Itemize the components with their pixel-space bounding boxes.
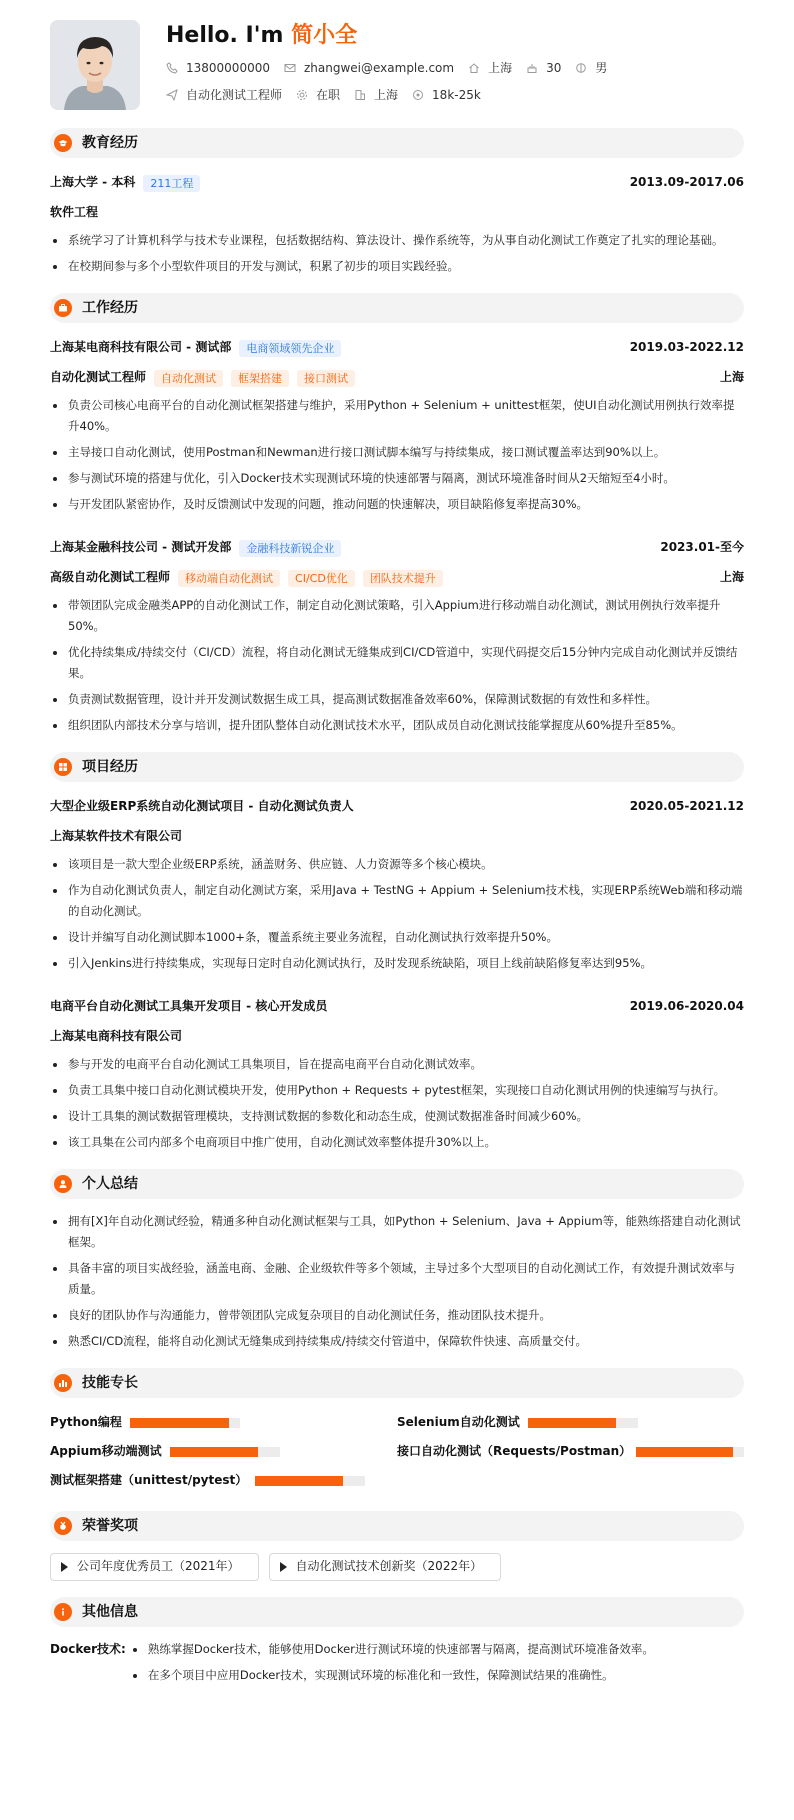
list-item: 熟练掌握Docker技术，能够使用Docker进行测试环境的快速部署与隔离，提高测试环境准备效率。 <box>130 1639 654 1660</box>
award-item <box>50 1553 259 1581</box>
city-text: 上海 <box>488 61 513 75</box>
target-city <box>354 87 398 103</box>
gender <box>575 60 607 76</box>
skill-item <box>397 1437 744 1466</box>
section-title-text: 个人总结 <box>82 1175 138 1192</box>
company-tag: 金融科技新锐企业 <box>239 540 341 557</box>
job-bullets <box>50 595 744 736</box>
greeting <box>166 22 621 50</box>
greeting-text: Hello. I'm <box>166 23 284 48</box>
bar-chart-icon <box>54 1374 72 1392</box>
company-tag: 电商领域领先企业 <box>239 340 341 357</box>
section-title-text: 工作经历 <box>82 299 138 316</box>
job-location: 上海 <box>719 570 744 585</box>
other-bullets <box>130 1639 654 1691</box>
avatar <box>50 20 140 110</box>
company-name: 上海某电商科技有限公司 - 测试部 <box>50 340 232 355</box>
list-item: 在多个项目中应用Docker技术，实现测试环境的标准化和一致性，保障测试结果的准确性。 <box>130 1665 654 1686</box>
education-row <box>50 172 744 194</box>
major-name: 软件工程 <box>50 205 99 220</box>
phone-icon <box>166 62 178 74</box>
city <box>468 60 512 76</box>
list-item: 带领团队完成金融类APP的自动化测试工作，制定自动化测试策略，引入Appium进行移动端自动化测试，测试用例执行效率提升50%。 <box>50 595 744 637</box>
list-item: 该项目是一款大型企业级ERP系统，涵盖财务、供应链、人力资源等多个核心模块。 <box>50 854 744 875</box>
job-role: 自动化测试工程师 <box>50 370 147 385</box>
job-entry <box>50 337 744 515</box>
job-date: 2023.01-至今 <box>660 540 744 555</box>
award-text: 公司年度优秀员工（2021年） <box>77 1559 240 1574</box>
skill-item <box>50 1466 397 1495</box>
cake-icon <box>526 62 538 74</box>
skill-item <box>50 1408 397 1437</box>
education-section <box>50 128 744 277</box>
skill-bar-fill <box>636 1447 734 1457</box>
section-title <box>50 293 744 323</box>
skill-tag: CI/CD优化 <box>288 570 355 587</box>
company-name: 上海某金融科技公司 - 测试开发部 <box>50 540 232 555</box>
project-name: 电商平台自动化测试工具集开发项目 - 核心开发成员 <box>50 999 328 1014</box>
graduation-icon <box>54 134 72 152</box>
target-city-text: 上海 <box>374 88 399 102</box>
education-date: 2013.09-2017.06 <box>629 175 744 190</box>
list-item: 组织团队内部技术分享与培训，提升团队整体自动化测试技术水平，团队成员自动化测试技能掌握度从60%提升至85%。 <box>50 715 744 736</box>
list-item: 设计并编写自动化测试脚本1000+条，覆盖系统主要业务流程，自动化测试执行效率提升50%。 <box>50 927 744 948</box>
skill-name: Selenium自动化测试 <box>397 1414 520 1429</box>
list-item: 参与开发的电商平台自动化测试工具集项目，旨在提高电商平台自动化测试效率。 <box>50 1054 744 1075</box>
job-location: 上海 <box>719 370 744 385</box>
project-entry <box>50 796 744 974</box>
skill-tag: 移动端自动化测试 <box>178 570 280 587</box>
position-text: 自动化测试工程师 <box>186 88 283 102</box>
gender-icon <box>575 62 587 74</box>
section-title <box>50 128 744 158</box>
salary-text: 18k-25k <box>432 88 481 102</box>
contact-row <box>166 60 621 76</box>
list-item: 在校期间参与多个小型软件项目的开发与测试，积累了初步的项目实践经验。 <box>50 256 744 277</box>
list-item: 主导接口自动化测试，使用Postman和Newman进行接口测试脚本编写与持续集成，接口测试覆盖率达到90%以上。 <box>50 442 744 463</box>
skill-bar <box>170 1447 280 1457</box>
summary-section <box>50 1169 744 1352</box>
list-item: 系统学习了计算机科学与技术专业课程，包括数据结构、算法设计、操作系统等，为从事自动化测试工作奠定了扎实的理论基础。 <box>50 230 744 251</box>
home-icon <box>468 62 480 74</box>
section-title-text: 技能专长 <box>82 1374 138 1391</box>
status <box>296 87 340 103</box>
skill-bar-fill <box>528 1418 616 1428</box>
skill-name: 测试框架搭建（unittest/pytest） <box>50 1472 248 1487</box>
position <box>166 87 282 103</box>
skill-item <box>397 1408 744 1437</box>
skill-bar-fill <box>130 1418 229 1428</box>
skill-tag: 框架搭建 <box>231 370 289 387</box>
award-text: 自动化测试技术创新奖（2022年） <box>295 1559 483 1574</box>
candidate-name: 简小全 <box>291 23 358 48</box>
section-title <box>50 1597 744 1627</box>
list-item: 熟悉CI/CD流程，能将自动化测试无缝集成到持续集成/持续交付管道中，保障软件快速、高质量交付。 <box>50 1331 744 1352</box>
age <box>526 60 561 76</box>
job-intent-row <box>166 87 621 103</box>
skill-bar <box>528 1418 638 1428</box>
skill-tag: 自动化测试 <box>154 370 223 387</box>
user-icon <box>54 1175 72 1193</box>
section-title <box>50 752 744 782</box>
skill-bar <box>255 1476 365 1486</box>
school-tag: 211工程 <box>143 175 200 192</box>
play-icon <box>280 1562 287 1572</box>
skills-grid <box>50 1408 744 1495</box>
section-title <box>50 1169 744 1199</box>
project-bullets <box>50 854 744 974</box>
list-item: 良好的团队协作与沟通能力，曾带领团队完成复杂项目的自动化测试任务，推动团队技术提升。 <box>50 1305 744 1326</box>
section-title-text: 荣誉奖项 <box>82 1517 138 1534</box>
awards-section <box>50 1511 744 1581</box>
project-date: 2019.06-2020.04 <box>629 999 744 1014</box>
skill-tag: 团队技术提升 <box>363 570 443 587</box>
awards-list <box>50 1553 744 1581</box>
section-title-text: 项目经历 <box>82 758 138 775</box>
job-date: 2019.03-2022.12 <box>629 340 744 355</box>
list-item: 参与测试环境的搭建与优化，引入Docker技术实现测试环境的快速部署与隔离，测试环境准备时间从2天缩短至4小时。 <box>50 468 744 489</box>
gear-icon <box>296 89 308 101</box>
summary-bullets <box>50 1211 744 1352</box>
list-item: 引入Jenkins进行持续集成，实现每日定时自动化测试执行，及时发现系统缺陷，项目上线前缺陷修复率达到95%。 <box>50 953 744 974</box>
list-item: 设计工具集的测试数据管理模块，支持测试数据的参数化和动态生成，使测试数据准备时间减少60%。 <box>50 1106 744 1127</box>
major-row <box>50 202 744 224</box>
list-item: 负责工具集中接口自动化测试模块开发，使用Python + Requests + pytest框架，实现接口自动化测试用例的快速编写与执行。 <box>50 1080 744 1101</box>
list-item: 作为自动化测试负责人，制定自动化测试方案，采用Java + TestNG + Appium + Selenium技术栈，实现ERP系统Web端和移动端的自动化测试。 <box>50 880 744 922</box>
job-role: 高级自动化测试工程师 <box>50 570 171 585</box>
section-title <box>50 1368 744 1398</box>
header-info <box>166 20 621 103</box>
gender-text: 男 <box>595 61 608 75</box>
projects-section <box>50 752 744 1153</box>
medal-icon <box>54 1517 72 1535</box>
project-company: 上海某电商科技有限公司 <box>50 1029 183 1044</box>
email-text: zhangwei@example.com <box>303 61 455 75</box>
other-info <box>50 1639 744 1691</box>
skill-name: Appium移动端测试 <box>50 1443 162 1458</box>
job-bullets <box>50 395 744 515</box>
list-item: 具备丰富的项目实战经验，涵盖电商、金融、企业级软件等多个领域，主导过多个大型项目的自动化测试工作，有效提升测试效率与质量。 <box>50 1258 744 1300</box>
play-icon <box>61 1562 68 1572</box>
age-text: 30 <box>546 61 562 75</box>
education-bullets <box>50 230 744 277</box>
work-section <box>50 293 744 736</box>
skill-bar <box>636 1447 744 1457</box>
project-bullets <box>50 1054 744 1153</box>
info-icon <box>54 1603 72 1621</box>
list-item: 该工具集在公司内部多个电商项目中推广使用，自动化测试效率整体提升30%以上。 <box>50 1132 744 1153</box>
job-entry <box>50 537 744 736</box>
skill-name: 接口自动化测试（Requests/Postman） <box>397 1443 632 1458</box>
skill-bar <box>130 1418 240 1428</box>
mail-icon <box>284 62 296 74</box>
school-name: 上海大学 - 本科 <box>50 175 136 190</box>
list-item: 优化持续集成/持续交付（CI/CD）流程，将自动化测试无缝集成到CI/CD管道中，实现代码提交后15分钟内完成自动化测试并反馈结果。 <box>50 642 744 684</box>
building-icon <box>354 89 366 101</box>
section-title-text: 教育经历 <box>82 134 138 151</box>
skills-section <box>50 1368 744 1495</box>
email <box>284 60 454 76</box>
salary <box>412 87 481 103</box>
project-date: 2020.05-2021.12 <box>629 799 744 814</box>
section-title <box>50 1511 744 1541</box>
list-item: 与开发团队紧密协作，及时反馈测试中发现的问题，推动问题的快速解决，项目缺陷修复率提高30%。 <box>50 494 744 515</box>
list-item: 负责测试数据管理，设计并开发测试数据生成工具，提高测试数据准备效率60%，保障测试数据的有效性和多样性。 <box>50 689 744 710</box>
send-icon <box>166 89 178 101</box>
list-item: 负责公司核心电商平台的自动化测试框架搭建与维护，采用Python + Selenium + unittest框架，使UI自动化测试用例执行效率提升40%。 <box>50 395 744 437</box>
other-section <box>50 1597 744 1691</box>
section-title-text: 其他信息 <box>82 1603 138 1620</box>
project-company: 上海某软件技术有限公司 <box>50 829 183 844</box>
phone-text: 13800000000 <box>186 61 270 75</box>
grid-icon <box>54 758 72 776</box>
skill-name: Python编程 <box>50 1414 122 1429</box>
skill-bar-fill <box>255 1476 343 1486</box>
status-text: 在职 <box>316 88 341 102</box>
money-icon <box>412 89 424 101</box>
other-label: Docker技术: <box>50 1642 126 1656</box>
project-entry <box>50 996 744 1153</box>
project-name: 大型企业级ERP系统自动化测试项目 - 自动化测试负责人 <box>50 799 354 814</box>
skill-tag: 接口测试 <box>297 370 355 387</box>
resume-header <box>50 20 744 112</box>
award-item <box>269 1553 502 1581</box>
list-item: 拥有[X]年自动化测试经验，精通多种自动化测试框架与工具，如Python + Selenium、Java + Appium等，能熟练搭建自动化测试框架。 <box>50 1211 744 1253</box>
briefcase-icon <box>54 299 72 317</box>
skill-item <box>50 1437 397 1466</box>
skill-bar-fill <box>170 1447 258 1457</box>
phone <box>166 60 270 76</box>
